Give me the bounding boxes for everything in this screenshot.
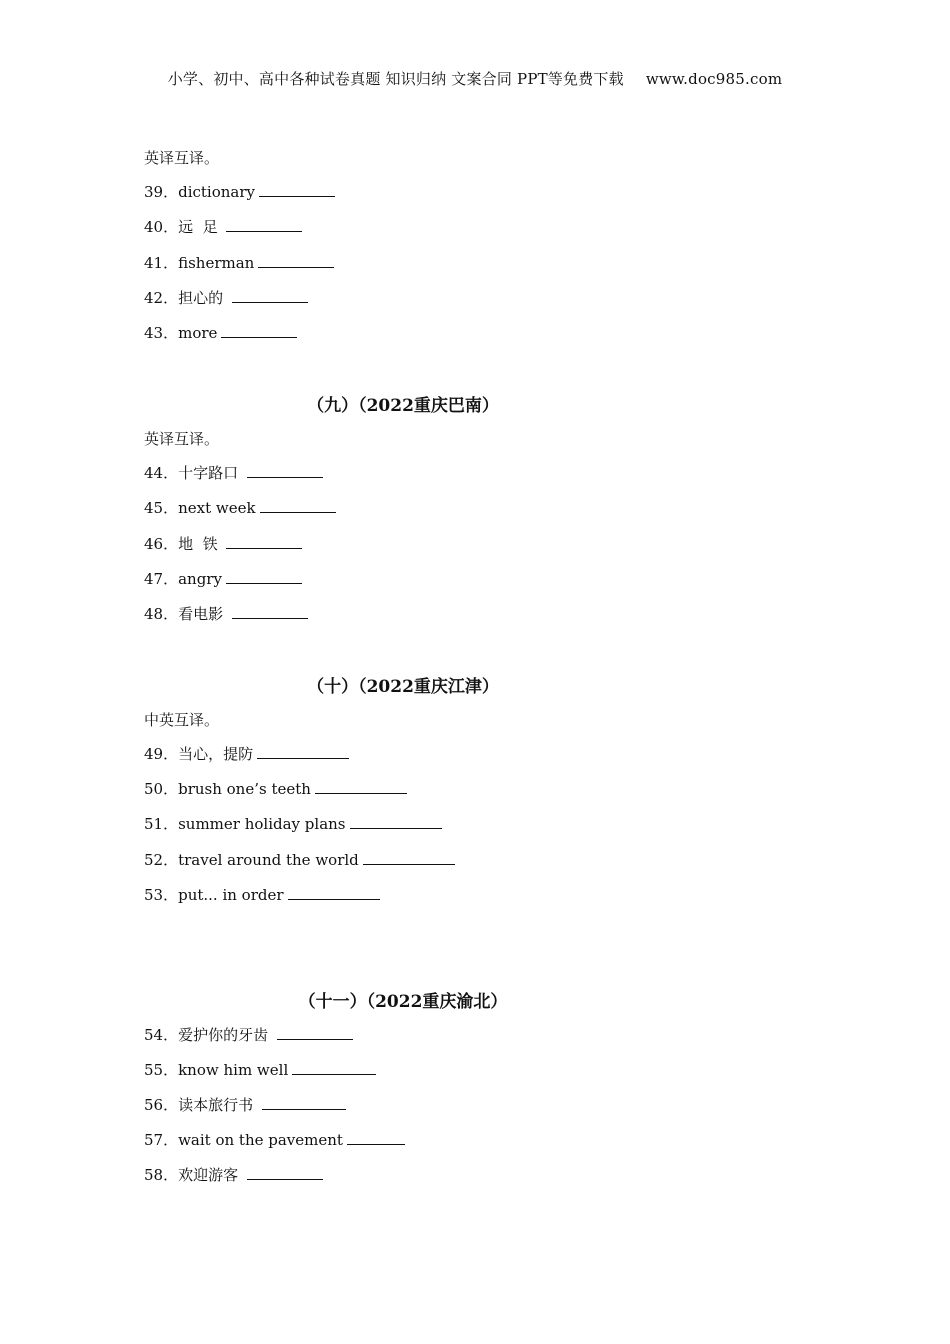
answer-blank[interactable] [259,182,335,197]
section-title: （九）（2022重庆巴南） [307,396,499,416]
answer-blank[interactable] [257,744,349,759]
answer-blank[interactable] [288,885,380,900]
question-item: 41．fisherman [144,252,334,273]
question-item: 39．dictionary [144,181,335,202]
answer-blank[interactable] [277,1025,353,1040]
question-item: 40．远 足 [144,216,302,237]
answer-blank[interactable] [292,1060,376,1075]
question-item: 45．next week [144,497,336,518]
answer-blank[interactable] [247,1165,323,1180]
question-item: 42．担心的 [144,287,308,308]
question-item: 55．know him well [144,1059,376,1080]
answer-blank[interactable] [350,814,442,829]
section-instruction: 英译互译。 [144,430,220,448]
section-title: （十）（2022重庆江津） [307,677,499,697]
answer-blank[interactable] [260,498,336,513]
answer-blank[interactable] [226,217,302,232]
question-item: 54．爱护你的牙齿 [144,1024,353,1045]
question-item: 52．travel around the world [144,849,455,870]
answer-blank[interactable] [232,288,308,303]
question-item: 48．看电影 [144,603,308,624]
question-item: 56．读本旅行书 [144,1094,346,1115]
section-title: （十一）（2022重庆渝北） [298,992,508,1012]
section-instruction: 中英互译。 [144,711,220,729]
question-item: 53．put... in order [144,884,380,905]
header-text: 小学、初中、高中各种试卷真题 知识归纳 文案合同 PPT等免费下载 [167,70,624,88]
answer-blank[interactable] [221,323,297,338]
question-item: 57．wait on the pavement [144,1129,405,1150]
answer-blank[interactable] [258,253,334,268]
section-instruction: 英译互译。 [144,149,220,167]
answer-blank[interactable] [226,569,302,584]
answer-blank[interactable] [363,850,455,865]
answer-blank[interactable] [315,779,407,794]
question-item: 51．summer holiday plans [144,813,442,834]
answer-blank[interactable] [262,1095,346,1110]
question-item: 49．当心，提防 [144,743,349,764]
answer-blank[interactable] [232,604,308,619]
page-header [0,68,950,89]
question-item: 43．more [144,322,297,343]
answer-blank[interactable] [247,463,323,478]
question-item: 58．欢迎游客 [144,1164,323,1185]
header-site: www.doc985.com [645,70,783,88]
answer-blank[interactable] [347,1130,405,1145]
question-item: 50．brush one’s teeth [144,778,407,799]
question-item: 46．地 铁 [144,533,302,554]
question-item: 44．十字路口 [144,462,323,483]
answer-blank[interactable] [226,534,302,549]
question-item: 47．angry [144,568,302,589]
